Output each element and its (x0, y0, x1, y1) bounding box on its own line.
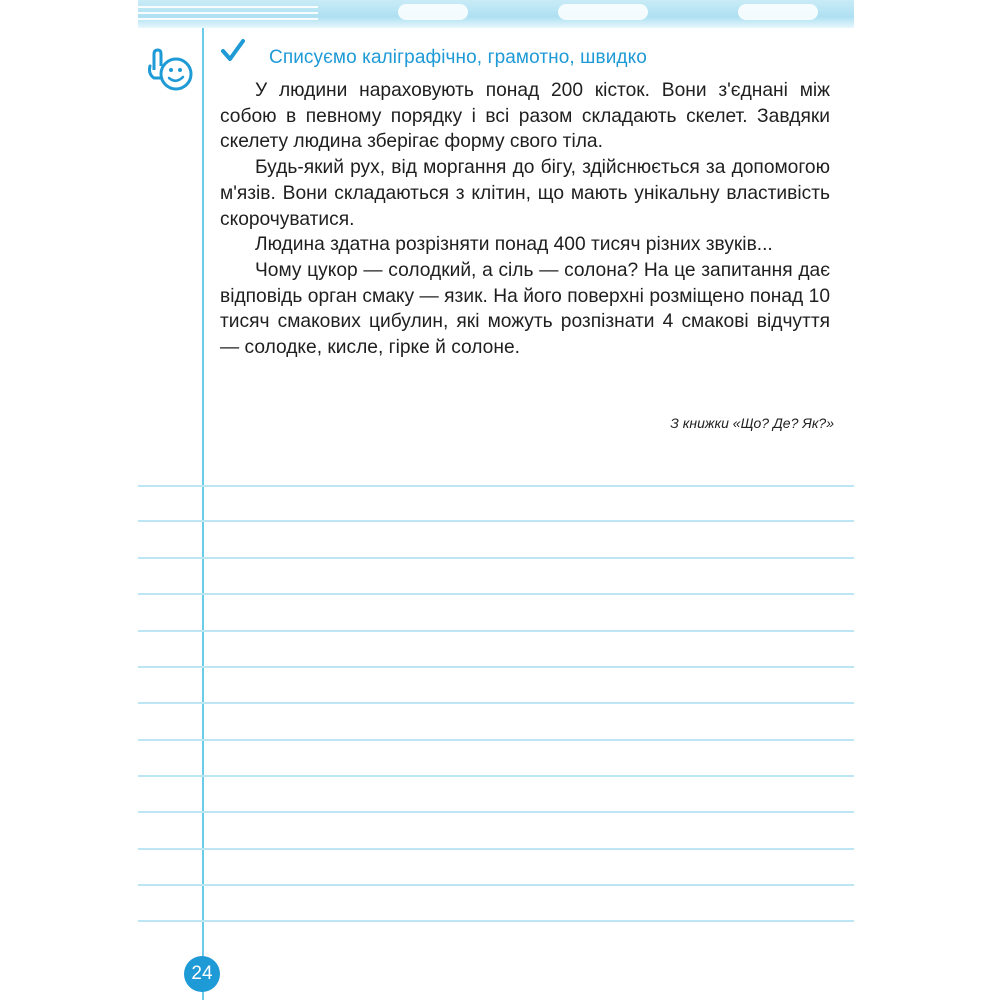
paragraph: У людини нараховують понад 200 кісток. Вони з'єднані між собою в певному порядку і всі разом складають скелет. Завдяки скелету людина зберігає форму свого тіла. (220, 80, 830, 153)
paragraph: Будь-який рух, від моргання до бігу, здійснюється за допомогою м'язів. Вони складаються з клітин, що мають унікальну властивість скорочуватися. (220, 157, 830, 230)
paragraph: Чому цукор — солодкий, а сіль — солона? На це запитання дає відповідь орган смаку — язик. На його поверхні розміщено понад 10 тисяч смакових цибулин, які можуть розпізнати 4 смакові відчуття — солодке, кисле, гірке й солоне. (220, 259, 830, 359)
smiley-hand-icon (144, 44, 196, 96)
writing-line (138, 485, 854, 487)
writing-line (138, 666, 854, 668)
margin-line (202, 28, 204, 1000)
source-citation: З книжки «Що? Де? Як?» (670, 415, 834, 431)
header-pattern (138, 2, 318, 22)
cloud-shape (738, 4, 818, 20)
checkmark-icon (220, 38, 246, 64)
writing-line (138, 775, 854, 777)
cloud-shape (398, 4, 468, 20)
writing-line (138, 739, 854, 741)
page-number: 24 (184, 956, 220, 992)
writing-line (138, 630, 854, 632)
workbook-page (138, 0, 854, 1000)
writing-line (138, 848, 854, 850)
exercise-heading: Списуємо каліграфічно, грамотно, швидко (269, 47, 647, 68)
writing-line (138, 520, 854, 522)
exercise-text (220, 78, 830, 361)
paragraph: Людина здатна розрізняти понад 400 тисяч різних звуків... (255, 234, 773, 256)
top-decorative-strip (138, 0, 854, 28)
writing-line (138, 811, 854, 813)
writing-line (138, 593, 854, 595)
writing-line (138, 702, 854, 704)
writing-line (138, 557, 854, 559)
writing-line (138, 884, 854, 886)
cloud-shape (558, 4, 648, 20)
writing-line (138, 920, 854, 922)
